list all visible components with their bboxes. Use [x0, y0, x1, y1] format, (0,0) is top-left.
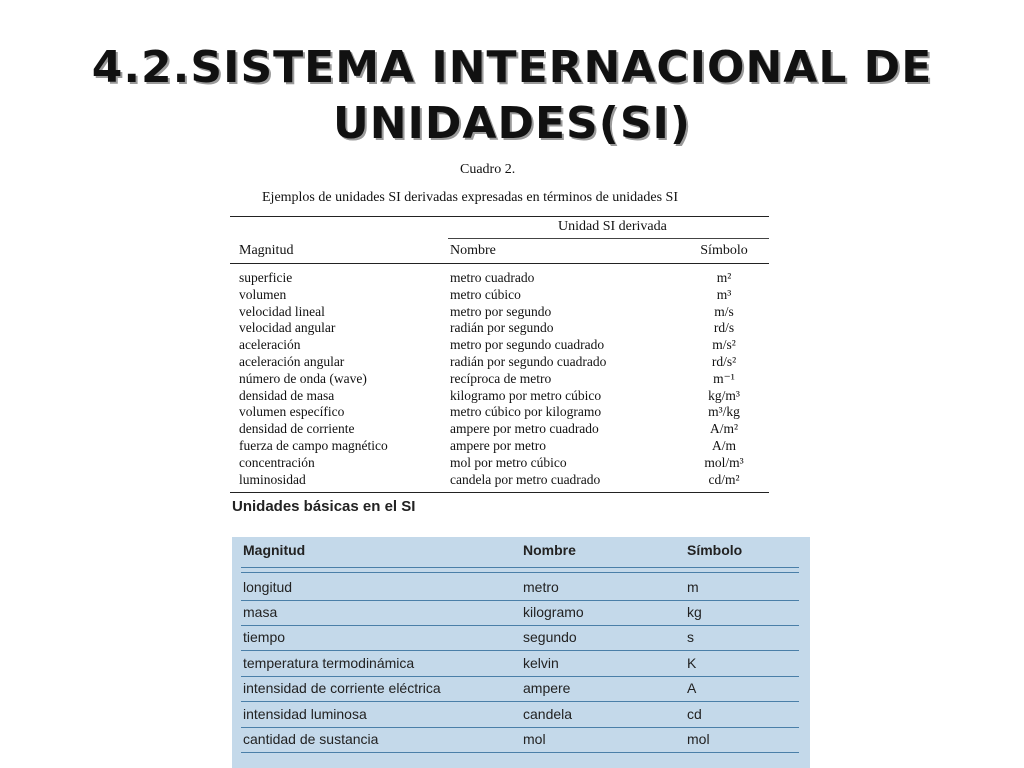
basic-header-simbolo: Símbolo [687, 542, 743, 558]
cell-nombre: mol [523, 731, 546, 747]
cell-simbolo: m/s² [712, 337, 736, 353]
cell-magnitud: tiempo [243, 629, 286, 645]
basic-header-magnitud: Magnitud [243, 542, 306, 558]
cell-simbolo: A [687, 680, 697, 696]
cell-nombre: recíproca de metro [450, 370, 552, 386]
cell-simbolo: rd/s [713, 320, 735, 336]
cell-nombre: candela [523, 706, 573, 722]
cell-simbolo: mol [687, 731, 710, 747]
cell-magnitud: cantidad de sustancia [243, 731, 379, 747]
table-row [230, 319, 770, 336]
table-row [230, 269, 770, 286]
cell-nombre: radián por segundo [450, 320, 554, 336]
cell-nombre: kilogramo por metro cúbico [450, 387, 602, 403]
table-row [232, 676, 810, 701]
cell-magnitud: densidad de corriente [239, 421, 355, 437]
cell-simbolo: m⁻¹ [713, 370, 735, 386]
table-row [232, 651, 810, 676]
cell-nombre: mol por metro cúbico [450, 454, 567, 470]
basic-units-table [232, 537, 810, 768]
cell-simbolo: m/s [714, 303, 734, 319]
table-row [232, 575, 810, 600]
table-row [230, 454, 770, 471]
cell-simbolo: mol/m³ [704, 454, 744, 470]
slide-title-line-2: UNIDADES(SI) [332, 98, 692, 149]
cell-simbolo: m³/kg [708, 404, 740, 420]
cell-simbolo: m³ [716, 286, 732, 302]
cell-magnitud: superficie [239, 270, 293, 285]
table-row [230, 471, 770, 488]
cell-magnitud: velocidad angular [239, 320, 336, 336]
cell-magnitud: número de onda (wave) [239, 370, 367, 386]
cell-magnitud: densidad de masa [239, 387, 335, 403]
cell-magnitud: volumen específico [239, 404, 345, 420]
group-rule [448, 238, 769, 239]
cell-magnitud: aceleración [239, 337, 301, 353]
cell-nombre: metro [523, 579, 559, 595]
cell-nombre: ampere [523, 680, 571, 696]
cell-simbolo: kg/m³ [708, 387, 740, 403]
cell-nombre: metro cuadrado [450, 270, 535, 285]
group-header: Unidad SI derivada [558, 219, 667, 234]
bottom-rule [230, 492, 769, 493]
cell-magnitud: concentración [239, 454, 315, 470]
cell-nombre: kelvin [523, 655, 559, 671]
table-row [230, 286, 770, 303]
row-divider [241, 752, 799, 753]
cell-magnitud: intensidad luminosa [243, 706, 367, 722]
basic-units-heading: Unidades básicas en el SI [232, 498, 416, 515]
header-rule [230, 263, 769, 264]
cell-nombre: ampere por metro [450, 438, 546, 453]
table-row [230, 403, 770, 420]
header-divider [241, 572, 799, 573]
table-row [232, 600, 810, 625]
table-row [230, 437, 770, 454]
slide-title-line-1: 4.2.SISTEMA INTERNACIONAL DE [91, 42, 933, 93]
basic-header-nombre: Nombre [523, 542, 576, 558]
cell-simbolo: A/m² [709, 421, 739, 437]
header-nombre: Nombre [450, 243, 496, 258]
cell-nombre: metro por segundo cuadrado [450, 337, 605, 353]
table-row [232, 702, 810, 727]
cell-magnitud: longitud [243, 579, 293, 595]
header-divider [241, 567, 799, 568]
table-row [230, 387, 770, 404]
table-row [232, 727, 810, 752]
cell-nombre: radián por segundo cuadrado [450, 354, 607, 369]
cell-magnitud: masa [243, 604, 278, 620]
cell-nombre: ampere por metro cuadrado [450, 421, 599, 437]
cell-nombre: metro cúbico [450, 286, 521, 302]
cell-nombre: candela por metro cuadrado [450, 471, 601, 487]
table-row [230, 370, 770, 387]
table-row [230, 336, 770, 353]
cell-nombre: metro cúbico por kilogramo [450, 404, 602, 420]
cell-simbolo: cd [687, 706, 702, 722]
cell-magnitud: intensidad de corriente eléctrica [243, 680, 441, 696]
cell-magnitud: velocidad lineal [239, 303, 325, 319]
cell-simbolo: s [687, 629, 694, 645]
cell-nombre: segundo [523, 629, 577, 645]
cell-magnitud: volumen [239, 286, 287, 302]
cell-magnitud: luminosidad [239, 471, 306, 487]
cell-simbolo: m² [716, 270, 732, 285]
cell-simbolo: A/m [711, 438, 736, 453]
cell-simbolo: m [687, 579, 699, 595]
slide-title [0, 40, 1024, 152]
cell-simbolo: rd/s² [711, 354, 737, 369]
cell-magnitud: fuerza de campo magnético [239, 438, 388, 453]
cell-nombre: kilogramo [523, 604, 584, 620]
table-caption: Cuadro 2. [460, 162, 516, 177]
table-subtitle: Ejemplos de unidades SI derivadas expresadas en términos de unidades SI [262, 190, 679, 205]
top-rule [230, 216, 769, 217]
header-magnitud: Magnitud [239, 243, 294, 258]
cell-simbolo: kg [687, 604, 702, 620]
cell-magnitud: aceleración angular [239, 354, 345, 369]
cell-simbolo: cd/m² [708, 471, 740, 487]
header-simbolo: Símbolo [700, 243, 748, 258]
table-row [232, 625, 810, 650]
cell-simbolo: K [687, 655, 697, 671]
table-row [230, 353, 770, 370]
cell-magnitud: temperatura termodinámica [243, 655, 415, 671]
table-row [230, 420, 770, 437]
table-row [230, 303, 770, 320]
cell-nombre: metro por segundo [450, 303, 552, 319]
